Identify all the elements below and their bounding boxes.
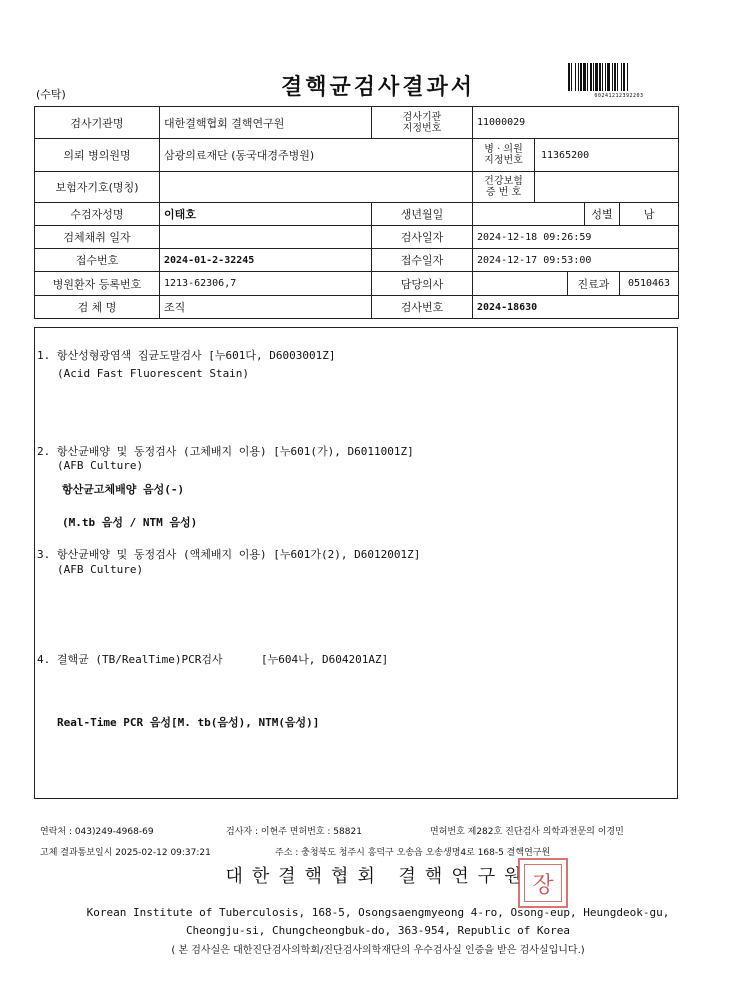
dob-value [473, 203, 585, 226]
test-4-title: 4. 결핵균 (TB/RealTime)PCR검사 [37, 653, 223, 666]
test-2-result-culture: 항산균고체배양 음성(-) [62, 483, 185, 496]
test-1-subtitle: (Acid Fast Fluorescent Stain) [57, 367, 250, 380]
receipt-mark: (수탁) [36, 88, 66, 101]
address-korean: 주소 : 충청북도 청주시 흥덕구 오송읍 오송생명4로 168-5 결핵연구원 [275, 848, 551, 858]
test-1-title: 1. 항산성형광염색 집균도말검사 [누601다, D6003001Z] [37, 349, 336, 362]
barcode-number: 00241212392203 [594, 93, 644, 99]
insured-value [160, 172, 473, 203]
test-no-label: 검사번호 [372, 296, 473, 319]
test-date-label: 검사일자 [372, 226, 473, 249]
collect-date-label: 검체채취 일자 [35, 226, 160, 249]
row-requester [35, 139, 679, 172]
institute-name: 대한결핵협회 결핵연구원 [225, 866, 531, 887]
address-english-line2: Cheongju-si, Chungcheongbuk-do, 363-954, Republic of Korea [185, 924, 571, 937]
test-4-result: Real-Time PCR 음성[M. tb(음성), NTM(음성)] [57, 716, 320, 729]
receipt-date-value: 2024-12-17 09:53:00 [473, 249, 679, 272]
doctor-cell [473, 272, 620, 296]
row-collect [35, 226, 679, 249]
receipt-date-label: 접수일자 [372, 249, 473, 272]
barcode [567, 63, 671, 91]
specimen-label: 검 체 명 [35, 296, 160, 319]
hospital-id-value: 11365200 [541, 149, 590, 161]
document-title: 결핵균검사결과서 [280, 75, 476, 100]
report-time: 고체 결과통보일시 2025-02-12 09:37:21 [40, 848, 211, 858]
doctor-label: 담당의사 [372, 272, 473, 296]
sex-value: 남 [620, 203, 679, 226]
address-english-line1: Korean Institute of Tuberculosis, 168-5, Osongsaengmyeong 4-ro, Osong-eup, Heungdeok-gu, [86, 906, 670, 919]
test-3-subtitle: (AFB Culture) [57, 563, 144, 576]
health-ins-label: 건강보험 증 번 호 [473, 172, 535, 202]
reg-no-value: 1213-62306,7 [160, 272, 372, 296]
receipt-no-value: 2024-01-2-32245 [160, 249, 372, 272]
certification-note: ( 본 검사실은 대한진단검사의학회/진단검사의학재단의 우수검사실 인증을 받은 검사실입니다.) [171, 945, 585, 956]
reg-no-label: 병원환자 등록번호 [35, 272, 160, 296]
test-2-subtitle: (AFB Culture) [57, 459, 144, 472]
patient-info-table [34, 106, 679, 319]
patient-value: 이태호 [160, 203, 372, 226]
row-receipt [35, 249, 679, 272]
row-lab [35, 107, 679, 139]
row-registration [35, 272, 679, 296]
lab-name-value: 대한결핵협회 결핵연구원 [160, 107, 372, 139]
insured-label: 보험자기호(명칭) [35, 172, 160, 203]
lab-id-value: 11000029 [473, 107, 679, 139]
test-4-code: [누604나, D604201AZ] [261, 653, 389, 666]
requester-label: 의뢰 병의원명 [35, 139, 160, 172]
row-insured [35, 172, 679, 203]
hospital-id-label: 병 · 의원 지정번호 [473, 139, 535, 171]
dept-value: 0510463 [620, 272, 679, 296]
receipt-no-label: 접수번호 [35, 249, 160, 272]
contact-phone: 연락처 : 043)249-4968-69 [40, 827, 154, 837]
collect-date-value [160, 226, 372, 249]
test-2-result-species: (M.tb 음성 / NTM 음성) [62, 516, 198, 529]
row-patient [35, 203, 679, 226]
test-3-title: 3. 항산균배양 및 동정검사 (액체배지 이용) [누601가(2), D6012001Z] [37, 548, 421, 561]
patient-label: 수검자성명 [35, 203, 160, 226]
row-specimen [35, 296, 679, 319]
lab-name-label: 검사기관명 [35, 107, 160, 139]
specimen-value: 조직 [160, 296, 372, 319]
dept-label: 진료과 [567, 272, 619, 295]
test-2-title: 2. 항산균배양 및 동정검사 (고체배지 이용) [누601(가), D6011001Z] [37, 445, 414, 458]
specialist-info: 면허번호 제282호 진단검사 의학과전문의 이경민 [430, 827, 624, 837]
health-ins-cell [473, 172, 679, 203]
test-no-value: 2024-18630 [473, 296, 679, 319]
dob-label: 생년월일 [372, 203, 473, 226]
examiner-info: 검사자 : 이현주 면허번호 : 58821 [226, 827, 362, 837]
sex-label: 성별 [585, 203, 620, 226]
test-date-value: 2024-12-18 09:26:59 [473, 226, 679, 249]
official-seal: 장 [518, 858, 568, 908]
hospital-id-cell [473, 139, 679, 172]
requester-value: 삼광의료재단 (동국대경주병원) [160, 139, 473, 172]
lab-id-label: 검사기관 지정번호 [372, 107, 473, 139]
